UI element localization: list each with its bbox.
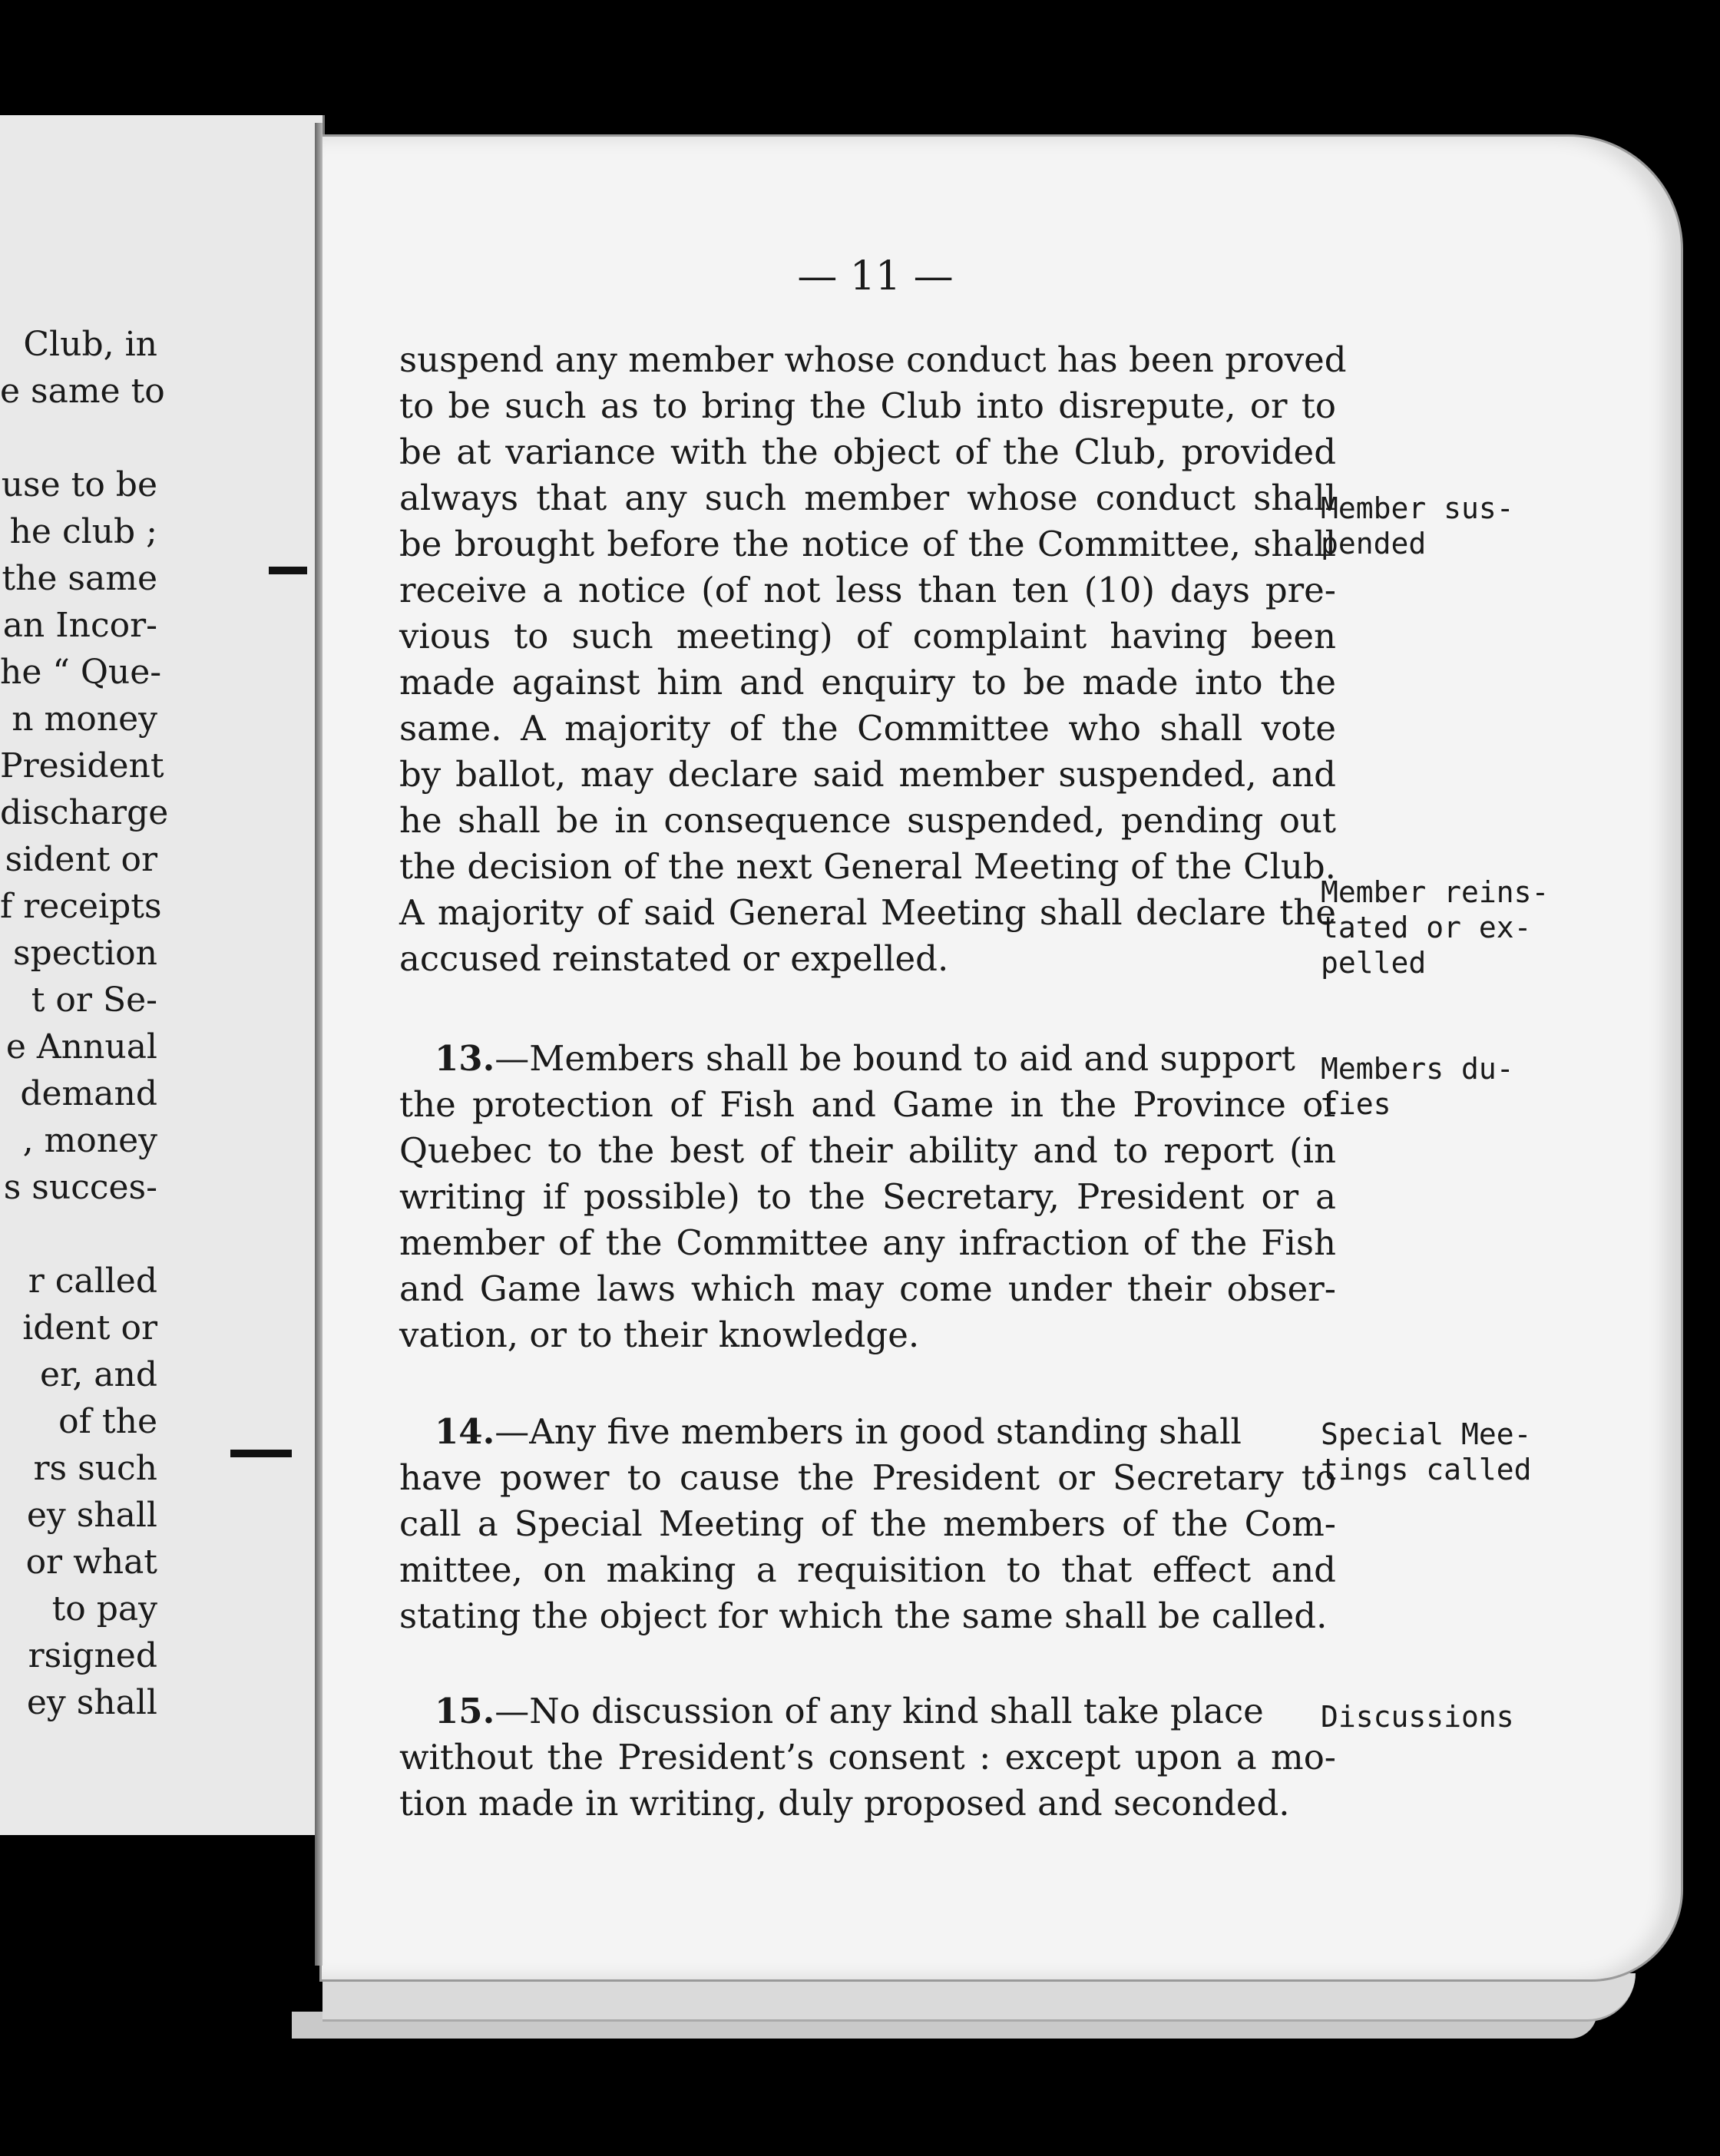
page-number: — 11 —: [797, 253, 954, 299]
paragraph-13-line: Quebec to the best of their ability and to report (in: [399, 1130, 1336, 1171]
margin-note-reinstated: tated or ex-: [1321, 911, 1532, 944]
paragraph-13-line: and Game laws which may come under their obser-: [399, 1268, 1336, 1309]
paragraph-13-line: writing if possible) to the Secretary, President or a: [399, 1176, 1336, 1217]
margin-note-duties: Members du-: [1321, 1052, 1514, 1086]
paragraph-12-line: accused reinstated or expelled.: [399, 938, 949, 979]
paragraph-12-line: by ballot, may declare said member suspended, and: [399, 754, 1336, 795]
left-page-line: n money: [12, 699, 157, 739]
paragraph-12-line: the decision of the next General Meeting of the Club.: [399, 846, 1336, 887]
left-page-line: r called: [28, 1262, 157, 1301]
paragraph-13-line: member of the Committee any infraction of the Fish: [399, 1222, 1336, 1263]
paragraph-13-first-line: —Members shall be bound to aid and support: [495, 1038, 1295, 1079]
left-page-line: President: [0, 746, 164, 785]
paragraph-15-first-line: —No discussion of any kind shall take place: [495, 1691, 1264, 1731]
paragraph-14-line: call a Special Meeting of the members of the Com-: [399, 1503, 1336, 1544]
stitch-mark: [269, 567, 307, 574]
margin-note-discussions: Discussions: [1321, 1700, 1514, 1734]
left-page-line: an Incor-: [2, 606, 157, 645]
paragraph-14-first-line: —Any five members in good standing shall: [495, 1411, 1242, 1452]
paragraph-12-line: vious to such meeting) of complaint having been: [399, 616, 1336, 656]
margin-note-special: Special Mee-: [1321, 1417, 1532, 1451]
margin-note-suspended: pended: [1321, 527, 1427, 560]
paragraph-13-number: 13.: [435, 1038, 495, 1079]
left-page-line: ey shall: [26, 1496, 157, 1535]
paragraph-12-line: A majority of said General Meeting shall declare the: [399, 892, 1336, 933]
left-page-line: er, and: [40, 1355, 157, 1394]
paragraph-12-line: always that any such member whose conduct shall: [399, 478, 1336, 518]
left-page-line: he club ;: [9, 512, 157, 551]
paragraph-14-number: 14.: [435, 1411, 495, 1452]
left-page-line: e same to: [0, 372, 165, 411]
margin-note-reinstated: Member reins-: [1321, 875, 1550, 909]
left-page-line: , money: [22, 1121, 157, 1160]
left-page-line: f receipts: [0, 887, 162, 926]
paragraph-15-line-1: [435, 1689, 1336, 1734]
left-page-line: rsigned: [28, 1636, 157, 1675]
left-page-line: e Annual: [5, 1027, 157, 1066]
paragraph-14-line: stating the object for which the same shall be called.: [399, 1596, 1328, 1636]
paragraph-12-line: made against him and enquiry to be made into the: [399, 662, 1336, 703]
left-page-line: ey shall: [26, 1683, 157, 1722]
paragraph-15-line: tion made in writing, duly proposed and seconded.: [399, 1783, 1290, 1824]
left-page-line: rs such: [33, 1449, 157, 1488]
paragraph-12-line: he shall be in consequence suspended, pending out: [399, 800, 1336, 841]
paragraph-12-line: receive a notice (of not less than ten (10) days pre-: [399, 570, 1336, 610]
margin-note-reinstated: pelled: [1321, 946, 1427, 980]
book-gutter: [315, 123, 322, 1966]
paragraph-14-line: mittee, on making a requisition to that effect and: [399, 1549, 1336, 1590]
paragraph-12-line: be at variance with the object of the Club, provided: [399, 432, 1336, 472]
left-page-line: ident or: [22, 1308, 157, 1348]
paragraph-13-line: vation, or to their knowledge.: [399, 1314, 920, 1355]
paragraph-14-line: have power to cause the President or Secretary to: [399, 1457, 1336, 1498]
left-page-line: Club, in: [23, 325, 157, 364]
paragraph-15-line: without the President’s consent : except upon a mo-: [399, 1737, 1336, 1777]
stitch-mark: [230, 1450, 292, 1457]
left-page-line: demand: [20, 1074, 157, 1113]
margin-note-duties: ties: [1321, 1087, 1391, 1121]
left-page-line: or what: [25, 1543, 157, 1582]
margin-note-suspended: Member sus-: [1321, 491, 1514, 525]
paragraph-15-number: 15.: [435, 1691, 495, 1731]
left-page-line: the same: [2, 559, 157, 598]
paragraph-14-line-1: [435, 1410, 1336, 1454]
paragraph-12-line: be brought before the notice of the Committee, shall: [399, 524, 1336, 564]
left-page-line: to pay: [51, 1589, 157, 1629]
margin-note-special: tings called: [1321, 1453, 1532, 1486]
left-page-line: discharge: [0, 793, 169, 832]
paragraph-13-line: the protection of Fish and Game in the Province of: [399, 1084, 1336, 1125]
left-page-line: s succes-: [3, 1168, 157, 1207]
left-page-line: use to be: [1, 465, 157, 504]
paragraph-13-line-1: [435, 1037, 1336, 1081]
left-page-line: he “ Que-: [0, 653, 162, 692]
paragraph-12-line: suspend any member whose conduct has been proved: [399, 339, 1347, 380]
left-page-line: t or Se-: [31, 980, 157, 1020]
paragraph-12-line: same. A majority of the Committee who shall vote: [399, 708, 1336, 749]
paragraph-12-line: to be such as to bring the Club into disrepute, or to: [399, 385, 1336, 426]
left-page-line: sident or: [5, 840, 157, 879]
left-page-line: of the: [58, 1402, 157, 1441]
left-page-line: spection: [12, 934, 157, 973]
